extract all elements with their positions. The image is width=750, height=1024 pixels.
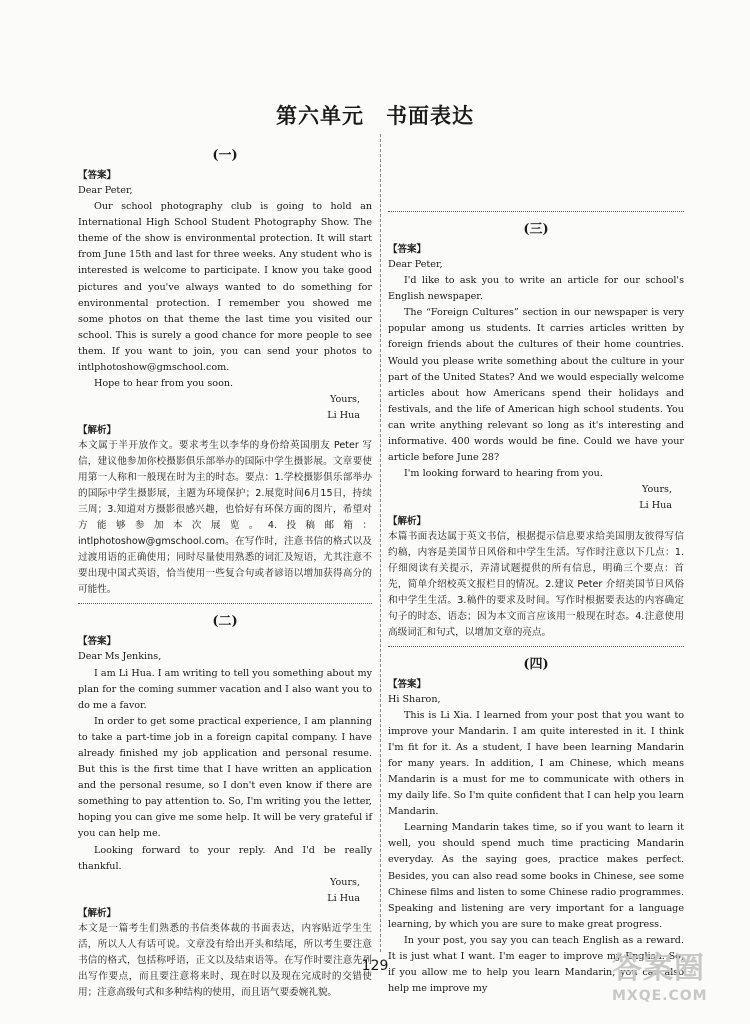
section-1-title: (一) bbox=[212, 148, 238, 163]
section-divider bbox=[78, 603, 372, 604]
watermark-logo bbox=[612, 952, 742, 1018]
answer-tag: 【答案】 bbox=[78, 170, 117, 181]
left-column bbox=[78, 138, 372, 1001]
letter-greeting: Dear Peter, bbox=[78, 185, 133, 196]
analysis-text: 本篇书面表达属于英文书信，根据提示信息要求给美国朋友彼得写信约稿，内容是美国节日风俗和中学生生活。写作时注意以下几点：1.仔细阅读有关提示，弄清试题提供的所有信息，明确三个要点：首先，简单介绍校英文报栏目的情况。2.建议 Peter 介绍美国节日风俗和中学生生活。3.稿件的要求及时间。写作时根据要表达的内容确定句子的时态、语态；因为本文而言应该用一般现在时态。4.注意使用高级词汇和句式，以增加文章的亮点。 bbox=[388, 530, 684, 638]
section-divider bbox=[388, 646, 684, 647]
letter-closing: Hope to hear from you soon. bbox=[94, 378, 234, 390]
answer-tag: 【答案】 bbox=[388, 244, 427, 255]
letter-paragraph: This is Li Xia. I learned from your post that you want to improve your Mandarin. I am quite interested in it. I think I'm fit for it. As a student, I have been learning Mandarin for many years. In addition, I am Chinese, which means Mandarin is a must for me to communicate with others in my daily life. So I'm quite confident that I can help you learn Mandarin. bbox=[388, 709, 684, 818]
letter-closing: I'm looking forward to hearing from you. bbox=[404, 468, 603, 480]
page-title: 第六单元 书面表达 bbox=[276, 104, 474, 128]
analysis-tag: 【解析】 bbox=[78, 907, 117, 919]
letter-body: Our school photography club is going to hold an International High School Student Photography Show. The theme of the show is environmental protection. It will start from June 15th and last for three weeks. Any student who is interested is welcome to participate. I know you take good pictures and you've always wanted to do something for environmental protection. I remember you showed me some photos on that theme the last time you visited our school. This is surely a good chance for more people to see them. If you want to join, you can send your photos to intlphotoshow@gmschool.com. bbox=[78, 201, 372, 374]
letter-paragraph: I am Li Hua. I am writing to tell you something about my plan for the coming summer vacation and I also want you to do me a favor. bbox=[78, 667, 372, 711]
letter-paragraph: In your post, you say you can teach English as a reward. It is just what I want. I'm eager to improve my English. So, if you allow me to help you learn Mandarin, you can also help me improve my bbox=[388, 934, 684, 995]
letter-signature: Li Hua bbox=[639, 500, 672, 512]
letter-yours: Yours, bbox=[329, 394, 360, 406]
analysis-text: 本文是一篇考生们熟悉的书信类体裁的书面表达，内容贴近学生生活，所以人人有话可说。文章没有给出开头和结尾，所以考生要注意书信的格式，包括称呼语，正文以及结束语等。在写作时要注意先列出写作要点，而且要注意将来时、现在时以及现在完成时的交错使用；注意高级句式和多种结构的使用，而且语气要委婉礼貌。 bbox=[78, 922, 372, 998]
right-column bbox=[388, 206, 684, 997]
letter-greeting: Dear Ms Jenkins, bbox=[78, 651, 162, 663]
analysis-tag: 【解析】 bbox=[78, 425, 117, 437]
column-divider bbox=[380, 134, 381, 952]
letter-paragraph: In order to get some practical experience, I am planning to take a part-time job in a foreign capital company. I have already finished my job application and personal resume. But this is the first time that I have written an application and the personal resume, so I don't even know if there are something to pay attention to. So, I'm writing you the letter, hoping you can give me some help. It will be very grateful if you can help me. bbox=[78, 715, 372, 840]
section-4-title: (四) bbox=[523, 656, 549, 672]
letter-closing: Looking forward to your reply. And I'd be really thankful. bbox=[78, 844, 372, 872]
letter-yours: Yours, bbox=[329, 876, 360, 888]
analysis-text: 本文属于半开放作文。要求考生以李华的身份给英国朋友 Peter 写信，建议他参加你校摄影俱乐部举办的国际中学生摄影展。文章要使用第一人称和一般现在时为主的时态。要点：1.学校摄影俱乐部举办的国际中学生摄影展，主题为环境保护；2.展览时间6月15日，持续三周；3.知道对方摄影很感兴趣，也恰好有环保方面的图片，希望对方能够参加本次展览。4.投稿邮箱：intlphotoshow@gmschool.com。在写作时，注意书信的格式以及过渡用语的正确使用；同时尽量使用熟悉的词汇及短语，尤其注意不要出现中国式英语，恰当使用一些复合句或者谚语以增加获得高分的可能性。 bbox=[78, 440, 372, 596]
watermark-line1: 答案圈 bbox=[612, 951, 705, 986]
letter-signature: Li Hua bbox=[327, 410, 360, 422]
letter-paragraph: I'd like to ask you to write an article for our school's English newspaper. bbox=[388, 275, 684, 303]
section-divider bbox=[388, 211, 684, 212]
letter-yours: Yours, bbox=[641, 484, 672, 496]
page-number: 129 bbox=[361, 958, 389, 974]
analysis-tag: 【解析】 bbox=[388, 515, 427, 527]
letter-paragraph: Learning Mandarin takes time, so if you want to learn it well, you should spend much time practicing Mandarin everyday. As the saying goes, practice makes perfect. Besides, you can also read some books in Chinese, see some Chinese films and listen to some Chinese radio programmes. Speaking and listening are very important for a language learning, by which you are sure to make great progress. bbox=[388, 822, 684, 930]
answer-tag: 【答案】 bbox=[78, 636, 117, 648]
answer-tag: 【答案】 bbox=[388, 678, 427, 690]
letter-signature: Li Hua bbox=[327, 892, 360, 904]
letter-greeting: Hi Sharon, bbox=[388, 693, 441, 705]
section-3-title: (三) bbox=[523, 222, 549, 237]
letter-paragraph: The “Foreign Cultures” section in our newspaper is very popular among us students. It carries articles written by foreign friends about the cultures of their home countries. Would you please write something about the culture in your part of the United States? And we would especially welcome articles about how Americans spend their holidays and festivals, and the life of American high school students. You can write anything relevant so long as it's interesting and informative. 400 words would be fine. Could we have your article before June 28? bbox=[388, 307, 684, 464]
watermark-line2: MXQE.COM bbox=[612, 988, 708, 1004]
section-2-title: (二) bbox=[212, 614, 238, 630]
letter-greeting: Dear Peter, bbox=[388, 259, 443, 270]
